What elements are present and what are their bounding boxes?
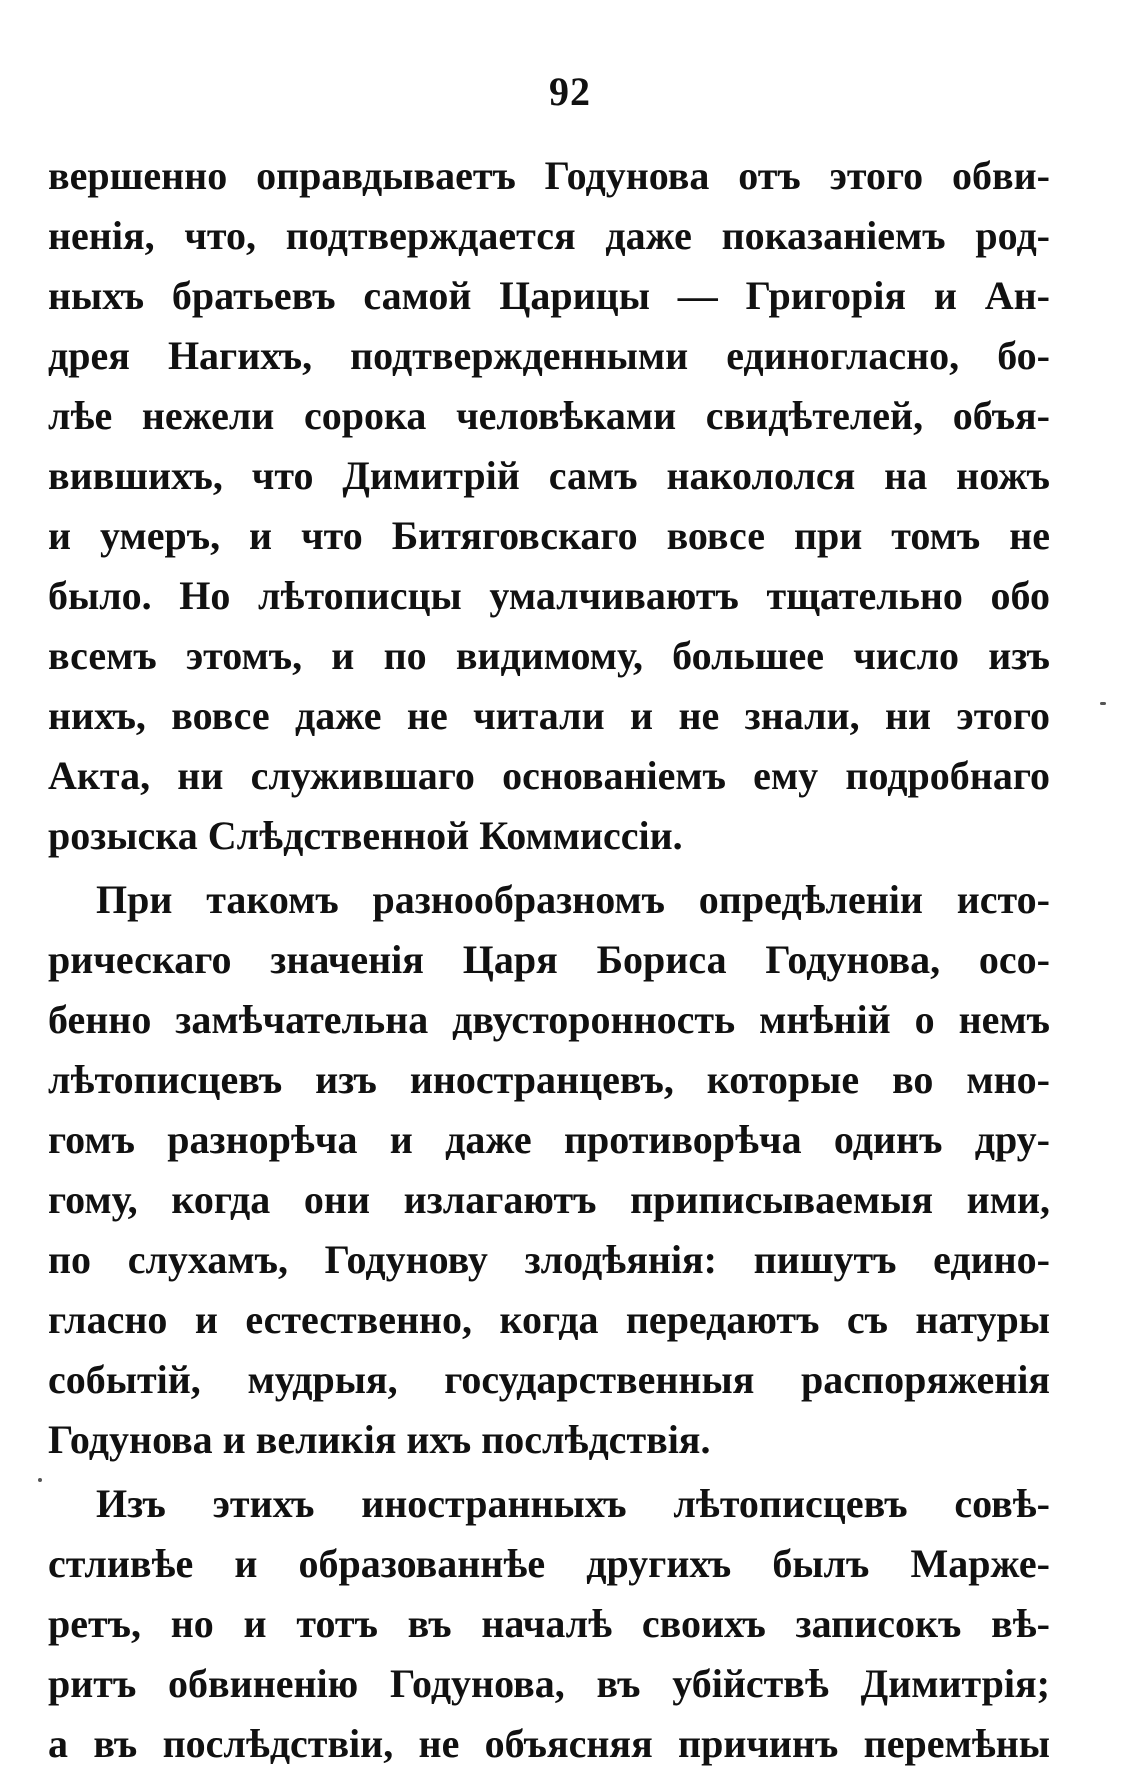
text-line: розыска Слѣдственной Коммиссіи. (48, 813, 683, 858)
text-line: гому, когда они излагаютъ приписываемыя ими, (48, 1177, 1050, 1222)
text-line: по слухамъ, Годунову злодѣянія: пишутъ едино- (48, 1237, 1050, 1282)
text-line: дрея Нагихъ, подтвержденными единогласно, бо- (48, 333, 1050, 378)
text-line: ритъ обвиненію Годунова, въ убійствѣ Димитрія; (48, 1661, 1050, 1706)
text-line: лѣе нежели сорока человѣками свидѣтелей, объя- (48, 393, 1050, 438)
text-line: При такомъ разнообразномъ опредѣленіи исто- (96, 877, 1050, 922)
scan-speck-mark (1100, 702, 1106, 705)
text-line: рическаго значенія Царя Бориса Годунова, осо- (48, 937, 1050, 982)
text-line: Годунова и великія ихъ послѣдствія. (48, 1417, 711, 1462)
text-line: Акта, ни служившаго основаніемъ ему подробнаго (48, 753, 1050, 798)
text-line: лѣтописцевъ изъ иностранцевъ, которые во мно- (48, 1057, 1050, 1102)
text-line: и умеръ, и что Битяговскаго вовсе при томъ не (48, 513, 1050, 558)
text-line: а въ послѣдствіи, не объясняя причинъ перемѣны (48, 1721, 1050, 1766)
text-line: вершенно оправдываетъ Годунова отъ этого обви- (48, 153, 1050, 198)
text-line: событій, мудрыя, государственныя распоряженія (48, 1357, 1050, 1402)
scan-speck-mark (38, 1478, 42, 1482)
text-line: бенно замѣчательна двусторонность мнѣній о немъ (48, 997, 1050, 1042)
text-line: ныхъ братьевъ самой Царицы — Григорія и Ан- (48, 273, 1050, 318)
paragraph-2 (48, 870, 1050, 1470)
text-line: стливѣе и образованнѣе другихъ былъ Марже- (48, 1541, 1050, 1586)
text-line: всемъ этомъ, и по видимому, большее число изъ (48, 633, 1050, 678)
text-line: Изъ этихъ иностранныхъ лѣтописцевъ совѣ- (96, 1481, 1050, 1526)
text-line: было. Но лѣтописцы умалчиваютъ тщательно обо (48, 573, 1050, 618)
text-line: ретъ, но и тотъ въ началѣ своихъ записокъ вѣ- (48, 1601, 1050, 1646)
text-line: гласно и естественно, когда передаютъ съ натуры (48, 1297, 1050, 1342)
text-line: ненія, что, подтверждается даже показаніемъ род- (48, 213, 1050, 258)
body-text (48, 146, 1050, 1774)
text-line: нихъ, вовсе даже не читали и не знали, ни этого (48, 693, 1050, 738)
text-line: гомъ разнорѣча и даже противорѣча одинъ дру- (48, 1117, 1050, 1162)
paragraph-1 (48, 146, 1050, 866)
paragraph-3 (48, 1474, 1050, 1774)
page-number: 92 (549, 69, 591, 114)
text-line: вившихъ, что Димитрій самъ накололся на ножъ (48, 453, 1050, 498)
